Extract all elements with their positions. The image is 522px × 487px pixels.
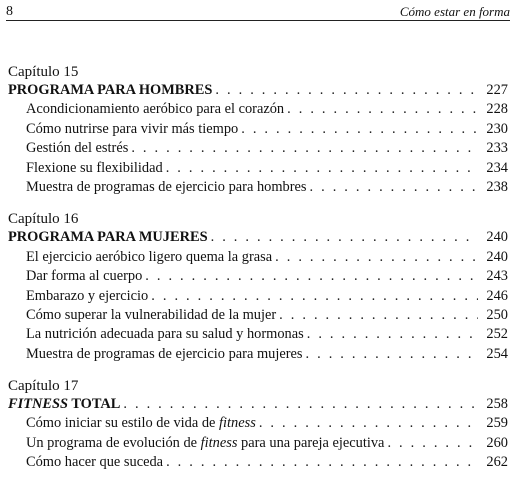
page-ref: 258 [486,396,508,413]
toc-entry[interactable] [8,267,508,286]
entry-title: Cómo iniciar su estilo de vida de fitness [26,415,256,432]
toc-entry[interactable] [8,248,508,267]
chapter-title: PROGRAMA PARA MUJERES [8,229,208,246]
dot-leader [211,228,478,247]
toc-entry[interactable] [8,100,508,119]
page-ref: 227 [486,82,508,98]
chapter-16 [8,211,508,364]
chapter-17 [8,378,508,473]
toc-entry[interactable] [8,287,508,306]
page-ref: 238 [486,178,508,195]
entry-title: Embarazo y ejercicio [26,287,149,304]
dot-leader [241,120,478,139]
page-ref: 260 [486,434,508,451]
page-ref: 230 [486,120,508,137]
page-ref: 262 [486,454,508,471]
page-ref: 240 [486,229,508,246]
page-ref: 259 [486,415,508,432]
toc-entry[interactable] [8,453,508,472]
toc-entry[interactable] [8,178,508,197]
entry-title: Muestra de programas de ejercicio para mujeres [26,345,303,362]
chapter-label: Capítulo 17 [8,378,79,395]
page-ref: 246 [486,287,508,304]
toc-entry[interactable] [8,434,508,453]
entry-title: Muestra de programas de ejercicio para hombres [26,178,307,195]
entry-title: Dar forma al cuerpo [26,268,143,285]
dot-leader [287,100,478,119]
page-ref: 233 [486,140,508,157]
page-ref: 240 [486,248,508,265]
chapter-title: PROGRAMA PARA HOMBRES [8,82,213,98]
entry-title: La nutrición adecuada para su salud y hormonas [26,326,304,343]
toc-entry[interactable] [8,159,508,178]
chapter-label: Capítulo 15 [8,64,79,80]
chapter-label: Capítulo 16 [8,211,79,228]
table-of-contents [8,64,508,487]
running-header [6,2,510,20]
dot-leader [123,395,478,414]
dot-leader [387,434,478,453]
chapter-title-entry[interactable] [8,395,508,414]
entry-title: Flexione su flexibilidad [26,159,163,176]
toc-entry[interactable] [8,139,508,158]
dot-leader [166,453,478,472]
dot-leader [306,345,479,364]
chapter-title-entry[interactable] [8,228,508,247]
entry-title: Un programa de evolución de fitness para una pareja ejecutiva [26,434,385,451]
book-title: Cómo estar en forma [399,4,510,19]
page-ref: 234 [486,159,508,176]
page-ref: 252 [486,326,508,343]
dot-leader [275,248,478,267]
page-ref: 254 [486,345,508,362]
chapter-15 [8,64,508,197]
toc-entry[interactable] [8,325,508,344]
chapter-title: FITNESS TOTAL [8,396,121,413]
entry-title: Cómo nutrirse para vivir más tiempo [26,120,239,137]
entry-title: Cómo superar la vulnerabilidad de la mujer [26,306,277,323]
toc-entry[interactable] [8,120,508,139]
dot-leader [279,306,478,325]
header-rule [6,20,510,21]
dot-leader [215,81,478,100]
entry-title: Cómo hacer que suceda [26,454,164,471]
toc-entry[interactable] [8,414,508,433]
toc-entry[interactable] [8,345,508,364]
dot-leader [166,159,478,178]
entry-title: Acondicionamiento aeróbico para el corazón [26,101,285,118]
dot-leader [145,267,478,286]
page-ref: 228 [486,101,508,118]
page-number: 8 [6,4,13,19]
page-ref: 243 [486,268,508,285]
dot-leader [310,178,479,197]
chapter-title-entry[interactable] [8,81,508,100]
entry-title: El ejercicio aeróbico ligero quema la grasa [26,248,273,265]
dot-leader [259,414,478,433]
dot-leader [151,287,478,306]
entry-title: Gestión del estrés [26,140,129,157]
dot-leader [307,325,478,344]
dot-leader [131,139,478,158]
toc-entry[interactable] [8,306,508,325]
page-ref: 250 [486,306,508,323]
